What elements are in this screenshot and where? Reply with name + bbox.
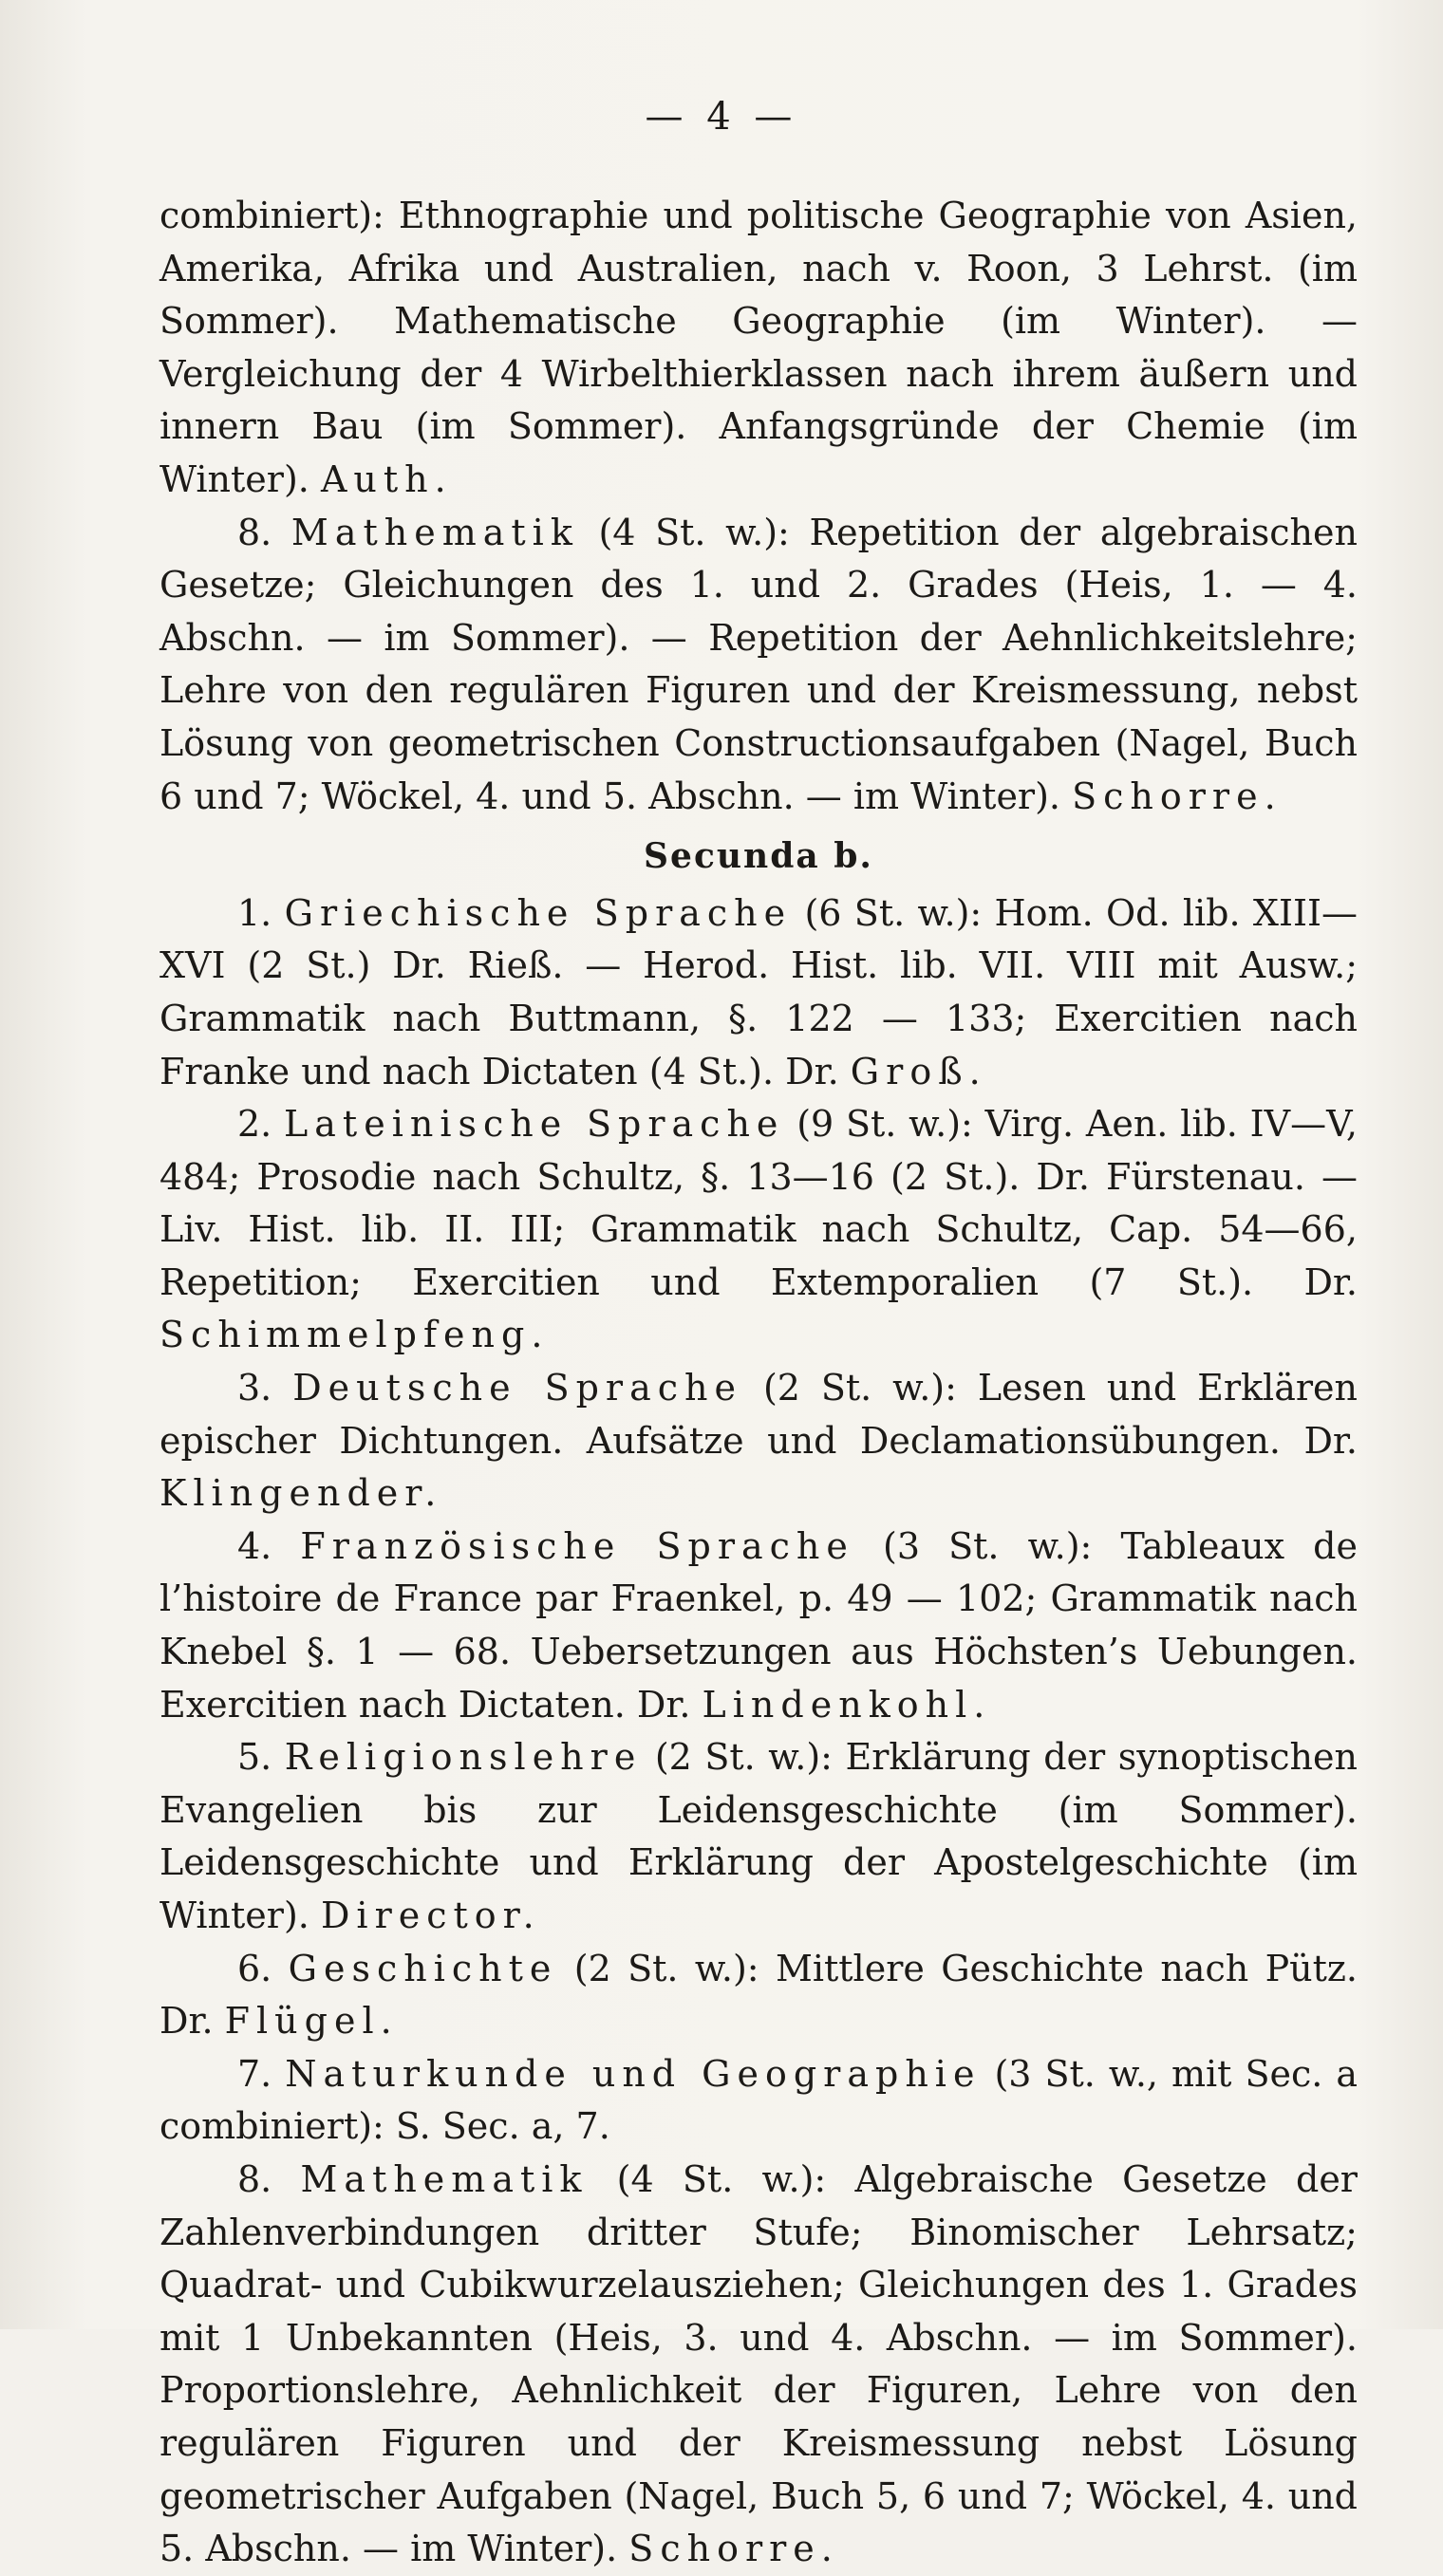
paragraph xyxy=(159,507,1358,824)
paragraph xyxy=(159,1362,1358,1521)
body-text xyxy=(159,190,1358,2576)
teacher-name: Groß. xyxy=(850,1050,987,1092)
teacher-name: Schimmelpfeng. xyxy=(159,1314,550,1356)
paragraph xyxy=(159,1943,1358,2048)
paragraph-text: (4 St. w.): Repetition der algebraischen Gesetze; Gleichungen des 1. und 2. Grades (Heis, 1. — 4. Abschn. — im Sommer). — Repetition der Aehnlichkeitslehre; Lehre von den regulären Figuren und der Kreismessung, nebst Lösung von geometrischen Constructionsaufgaben (Nagel, Buch 6 und 7; Wöckel, 4. und 5. Abschn. — im Winter). xyxy=(159,511,1358,817)
paragraph xyxy=(159,1098,1358,1362)
subject-name: Lateinische Sprache xyxy=(284,1103,785,1146)
paragraph xyxy=(159,1731,1358,1942)
paragraph-text: (2 St. w.): Erklärung der synoptischen Evangelien bis zur Leidensgeschichte (im Sommer). Leidensgeschichte und Erklärung der Apostelgeschichte (im Winter). xyxy=(159,1736,1358,1936)
teacher-name: Director. xyxy=(320,1895,541,1936)
item-number: 1. xyxy=(237,891,272,934)
item-number: 8. xyxy=(237,2157,272,2200)
paragraph xyxy=(159,1521,1358,1731)
paragraph-text: (4 St. w.): Algebraische Gesetze der Zahlenverbindungen dritter Stufe; Binomischer Lehrsatz; Quadrat- und Cubikwurzelausziehen; Gleichungen des 1. Grades mit 1 Unbekannten (Heis, 3. und 4. Abschn. — im Sommer). Proportionslehre, Aehnlichkeit der Figuren, Lehre von den regulären Figuren und der Kreismessung nebst Lösung geometrischer Aufgaben (Nagel, Buch 5, 6 und 7; Wöckel, 4. und 5. Abschn. — im Winter). xyxy=(159,2157,1358,2570)
paragraph-text: (2 St. w.): Mittlere Geschichte nach Pütz. Dr. xyxy=(159,1947,1358,2043)
paragraph-text: (9 St. w.): Virg. Aen. lib. IV—V, 484; Prosodie nach Schultz, §. 13—16 (2 St.). Dr. Fürstenau. — Liv. Hist. lib. II. III; Grammatik nach Schultz, Cap. 54—66, Repetition; Exercitien und Extemporalien (7 St.). Dr. xyxy=(159,1103,1358,1303)
item-number: 4. xyxy=(237,1524,272,1567)
item-number: 8. xyxy=(237,511,272,553)
paragraph-text: (6 St. w.): Hom. Od. lib. XIII—XVI (2 St.) Dr. Rieß. — Herod. Hist. lib. VII. VIII mit Ausw.; Grammatik nach Buttmann, §. 122 — 133; Exercitien nach Franke und nach Dictaten (4 St.). Dr. xyxy=(159,891,1358,1092)
teacher-name: Flügel. xyxy=(224,2000,399,2043)
paragraph-text: (2 St. w.): Lesen und Erklären epischer Dichtungen. Aufsätze und Declamationsübungen. Dr. xyxy=(159,1367,1358,1462)
item-number: 6. xyxy=(237,1947,272,1989)
teacher-name: Lindenkohl. xyxy=(702,1683,992,1726)
subject-name: Religionslehre xyxy=(284,1736,643,1779)
item-number: 3. xyxy=(237,1367,272,1409)
item-number: 5. xyxy=(237,1736,272,1779)
paragraph-text: combiniert): Ethnographie und politische Geographie von Asien, Amerika, Afrika und Australien, nach v. Roon, 3 Lehrst. (im Sommer). Mathematische Geographie (im Winter). — Vergleichung der 4 Wirbelthierklassen nach ihrem äußern und innern Bau (im Sommer). Anfangsgründe der Chemie (im Winter). xyxy=(159,195,1358,500)
paragraph xyxy=(159,190,1358,507)
teacher-name: Schorre. xyxy=(628,2528,839,2570)
paragraph xyxy=(159,887,1358,1098)
item-number: 2. xyxy=(237,1103,272,1146)
subject-name: Französische Sprache xyxy=(300,1524,854,1567)
page-number: — 4 — xyxy=(645,95,798,139)
subject-name: Geschichte xyxy=(288,1947,558,1989)
subject-name: Mathematik xyxy=(290,511,579,553)
subject-name: Deutsche Sprache xyxy=(292,1367,742,1409)
item-number: 7. xyxy=(237,2052,272,2095)
teacher-name: Klingender. xyxy=(159,1472,443,1515)
subject-name: Mathematik xyxy=(300,2157,589,2200)
paragraph xyxy=(159,2154,1358,2576)
teacher-name: Auth. xyxy=(320,457,453,500)
teacher-name: Schorre. xyxy=(1072,775,1283,817)
section-heading: Secunda b. xyxy=(644,836,873,877)
paragraph-text: (3 St. w.): Tableaux de l’histoire de France par Fraenkel, p. 49 — 102; Grammatik nach Knebel §. 1 — 68. Uebersetzungen aus Höchsten’s Uebungen. Exercitien nach Dictaten. Dr. xyxy=(159,1524,1358,1726)
subject-name: Griechische Sprache xyxy=(284,891,793,934)
paragraph xyxy=(159,2048,1358,2154)
paragraph-text: (3 St. w., mit Sec. a combiniert): S. Sec. a, 7. xyxy=(159,2052,1358,2148)
subject-name: Naturkunde und Geographie xyxy=(285,2052,982,2095)
